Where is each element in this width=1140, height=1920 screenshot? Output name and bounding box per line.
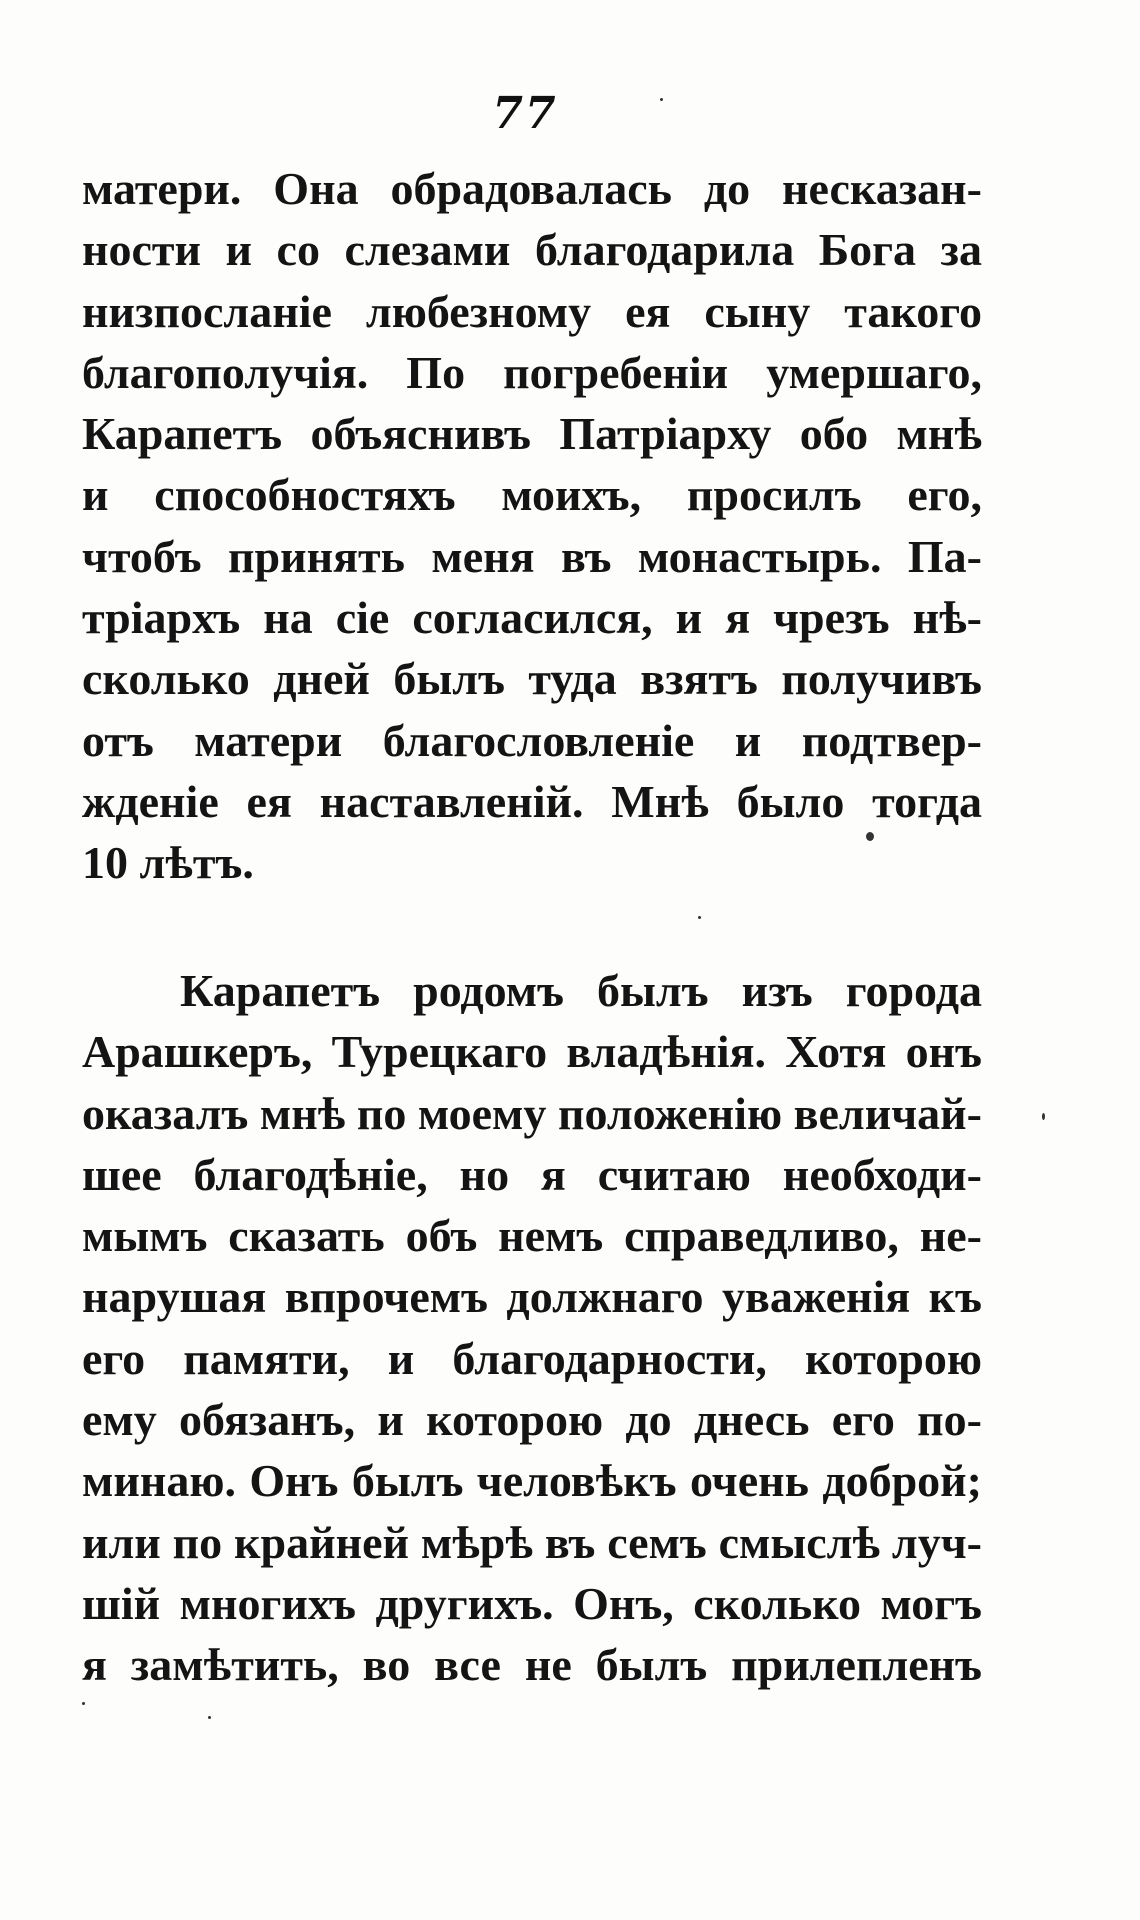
text-line: я замѣтить, во все не былъ прилепленъ <box>82 1639 982 1691</box>
text-line: Карапетъ объяснивъ Патріарху обо мнѣ <box>82 408 982 460</box>
text-line: сколько дней былъ туда взятъ получивъ <box>82 653 982 705</box>
page-number: 77 <box>492 88 558 139</box>
text-line: чтобъ принять меня въ монастырь. Па- <box>82 530 982 582</box>
ink-speck <box>208 1716 211 1719</box>
text-line: минаю. Онъ былъ человѣкъ очень доброй; <box>82 1455 982 1507</box>
text-line: ности и со слезами благодарила Бога за <box>82 224 982 276</box>
text-line: оказалъ мнѣ по моему положенію величай- <box>82 1087 982 1139</box>
text-line: жденіе ея наставленій. Мнѣ было тогда <box>82 775 982 827</box>
text-line: Арашкеръ, Турецкаго владѣнія. Хотя онъ <box>82 1026 982 1078</box>
text-line: матери. Она обрадовалась до несказан- <box>82 163 982 214</box>
text-line: мымъ сказать объ немъ справедливо, не- <box>82 1210 982 1262</box>
ink-speck <box>82 1702 85 1705</box>
text-line: шій многихъ другихъ. Онъ, сколько могъ <box>82 1577 982 1629</box>
paragraph-2 <box>82 960 982 1696</box>
text-line: отъ матери благословленіе и подтвер- <box>82 714 982 766</box>
text-line: благополучія. По погребеніи умершаго, <box>82 346 982 398</box>
ink-speck <box>660 98 663 101</box>
ink-speck <box>698 916 701 919</box>
text-line: шее благодѣніе, но я считаю необходи- <box>82 1148 982 1200</box>
text-line: тріархъ на сіе согласился, и я чрезъ нѣ- <box>82 592 982 644</box>
text-line: ему обязанъ, и которою до днесь его по- <box>82 1394 982 1446</box>
text-line: его памяти, и благодарности, которою <box>82 1332 982 1384</box>
text-line: 10 лѣтъ. <box>82 837 254 889</box>
text-line: нарушая впрочемъ должнаго уваженія къ <box>82 1271 982 1323</box>
paragraph-1 <box>82 158 982 894</box>
text-line: Карапетъ родомъ былъ изъ города <box>180 965 982 1016</box>
ink-speck <box>1042 1113 1045 1120</box>
text-line: или по крайней мѣрѣ въ семъ смыслѣ луч- <box>82 1516 982 1568</box>
text-line: низпосланіе любезному ея сыну такого <box>82 285 982 337</box>
text-line: и способностяхъ моихъ, просилъ его, <box>82 469 982 521</box>
ink-speck <box>866 832 874 841</box>
